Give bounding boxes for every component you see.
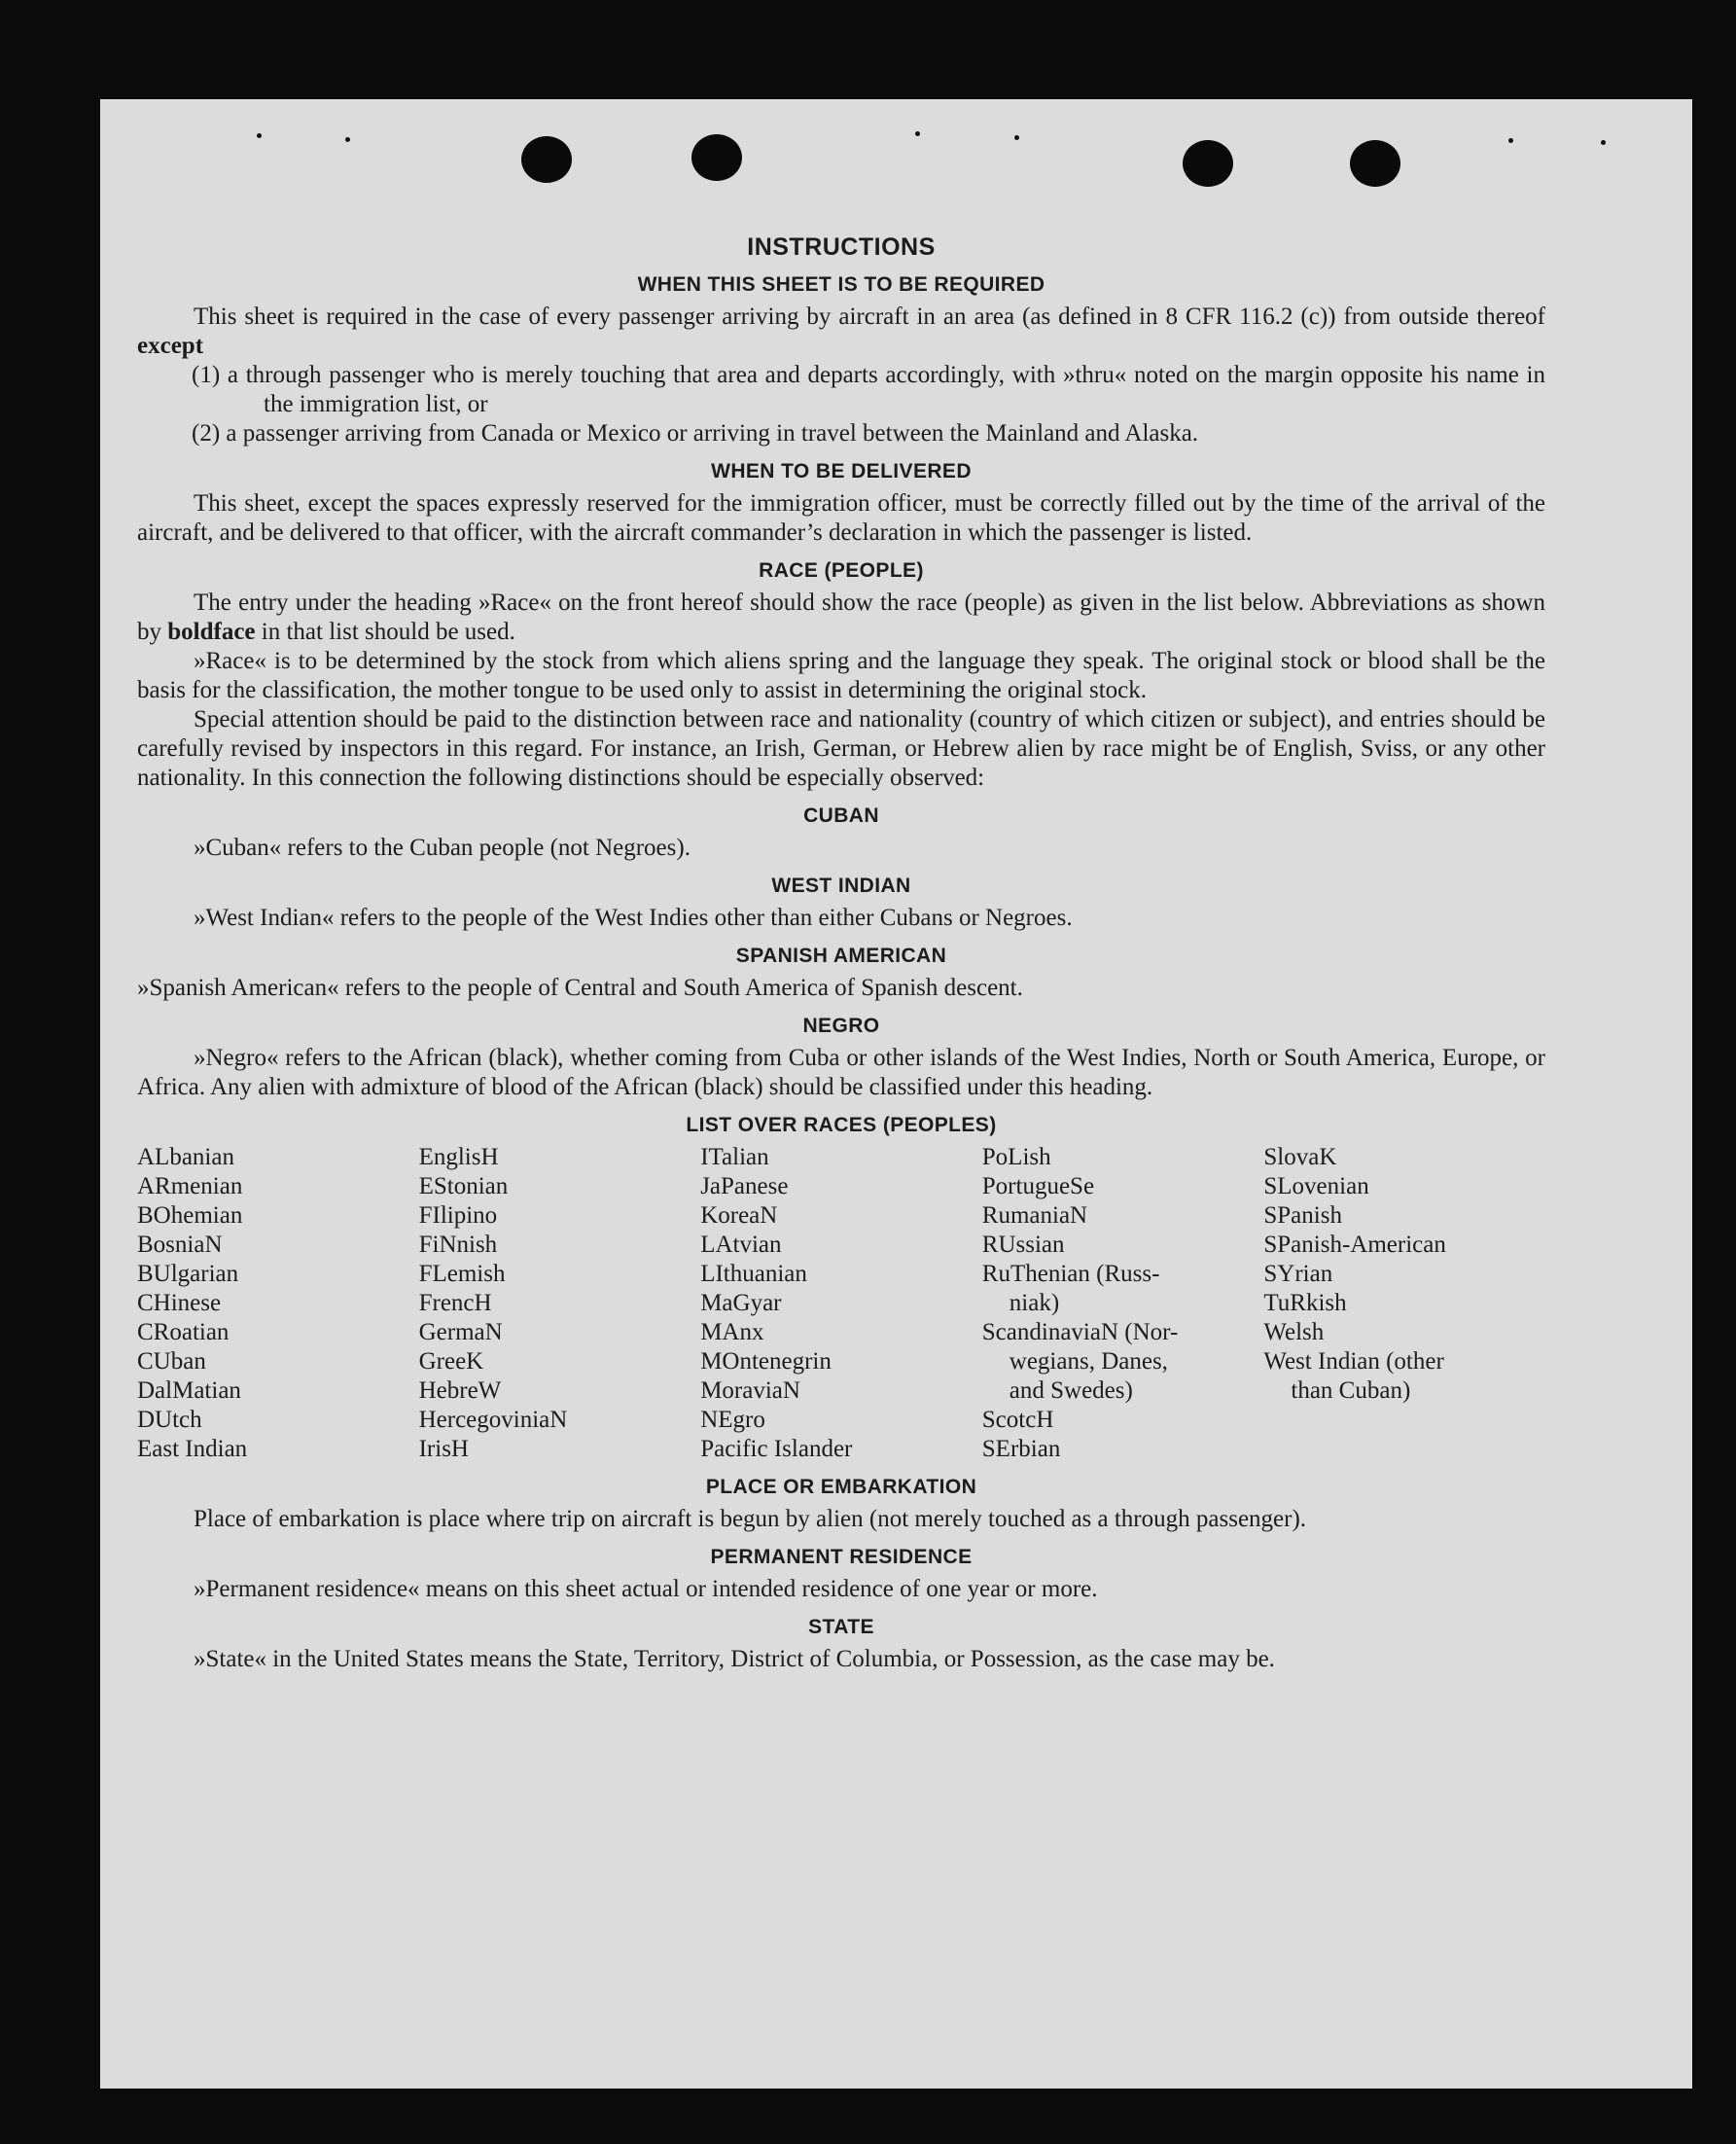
heading-race-list: LIST OVER RACES (PEOPLES) [686,1114,997,1136]
race-list-item: niak) [1009,1290,1060,1316]
document-sheet [100,99,1692,2089]
speck-mark [1014,135,1019,140]
punch-hole-icon [1183,140,1233,187]
race-list-item: IrisH [418,1436,469,1462]
race-list-item: PoLish [981,1144,1051,1170]
race-list-item: KoreaN [700,1202,778,1229]
paragraph-race-1 [137,589,1545,647]
race-list-item: HebreW [418,1377,502,1404]
heading-delivered: WHEN TO BE DELIVERED [711,460,972,482]
race-list-item: East Indian [137,1436,248,1462]
race-column [1263,1143,1545,1464]
paragraph-state: »State« in the United States means the State, Territory, District of Columbia, or Possession, as the case may be. [194,1646,1275,1672]
required-item-1: (1) a through passenger who is merely touching that area and departs accordingly, with »thru« noted on the margin opposite his name in the immigration list, or [192,362,1545,417]
race-list-item: GreeK [418,1348,484,1375]
race-list-item: SErbian [981,1436,1061,1462]
race-column [982,1143,1264,1464]
race-list-item: FIlipino [418,1202,498,1229]
race-list-item: ALbanian [137,1144,234,1170]
heading-state: STATE [808,1616,874,1638]
race-list-item: Welsh [1263,1319,1325,1345]
race-list-item: RUssian [981,1232,1065,1258]
race-p1-bold: boldface [167,619,256,645]
race-list-item: MAnx [700,1319,764,1345]
race-column [700,1143,982,1464]
speck-mark [345,137,350,142]
race-list-item: BosniaN [137,1232,223,1258]
race-list-item: TuRkish [1263,1290,1347,1316]
race-list-item: ScotcH [981,1407,1054,1433]
race-list-item: SPanish [1263,1202,1342,1229]
race-list-item: DUtch [137,1407,202,1433]
race-list-item: BUlgarian [137,1261,239,1287]
race-list-item: ScandinaviaN (Nor- [981,1319,1179,1345]
speck-mark [1508,138,1513,143]
race-list-item: and Swedes) [1009,1377,1133,1404]
speck-mark [257,133,262,138]
race-list-item: PortugueSe [981,1173,1095,1199]
paragraph-race-2: »Race« is to be determined by the stock from which aliens spring and the language they speak. The original stock or blood shall be the basis for the classification, the mother tongue to be used only to assist in determining the original stock. [137,648,1545,703]
race-list-item: than Cuban) [1291,1377,1411,1404]
heading-spanish-american: SPANISH AMERICAN [735,945,947,967]
paragraph-embarkation: Place of embarkation is place where trip on aircraft is begun by alien (not merely touched as a through passenger). [194,1506,1307,1532]
race-list-item: EStonian [418,1173,509,1199]
punch-hole-icon [691,134,742,181]
required-intro-bold: except [137,333,204,359]
heading-embarkation: PLACE OR EMBARKATION [705,1476,977,1498]
race-list-item: RuThenian (Russ- [981,1261,1160,1287]
race-list-item: ARmenian [137,1173,243,1199]
heading-required: WHEN THIS SHEET IS TO BE REQUIRED [637,273,1045,296]
race-list-item: MoraviaN [700,1377,800,1404]
race-list-item: MaGyar [700,1290,782,1316]
punch-hole-icon [1350,140,1400,187]
race-list-item: CRoatian [137,1319,230,1345]
race-list-item: NEgro [700,1407,765,1433]
paragraph-required [137,303,1545,361]
race-list-item: Pacific Islander [700,1436,853,1462]
race-list-item: West Indian (other [1263,1348,1444,1375]
race-p1b: in that list should be used. [261,619,515,645]
race-list-item: GermaN [418,1319,503,1345]
race-list-item: MOntenegrin [700,1348,832,1375]
race-list-item: SYrian [1263,1261,1333,1287]
race-list-item: ITalian [700,1144,769,1170]
race-list-item: FrencH [418,1290,492,1316]
speck-mark [1601,140,1606,145]
paragraph-west-indian: »West Indian« refers to the people of the West Indies other than either Cubans or Negroes. [194,905,1073,931]
race-list-item: SlovaK [1263,1144,1337,1170]
race-list-item: HercegoviniaN [418,1407,568,1433]
race-p1a: The entry under the heading »Race« on the front hereof should show the race (people) as given in the list below. Abbreviations as shown by [137,590,1545,645]
race-list-item: CUban [137,1348,206,1375]
race-column [419,1143,701,1464]
race-list-item: FiNnish [418,1232,498,1258]
race-list-item: EnglisH [418,1144,499,1170]
race-list-item: JaPanese [700,1173,789,1199]
paragraph-cuban: »Cuban« refers to the Cuban people (not Negroes). [194,835,691,861]
race-list-item: CHinese [137,1290,222,1316]
required-item-2: (2) a passenger arriving from Canada or Mexico or arriving in travel between the Mainland and Alaska. [192,420,1199,447]
race-list [137,1143,1545,1464]
heading-race: RACE (PEOPLE) [759,559,924,582]
paragraph-spanish-american: »Spanish American« refers to the people of Central and South America of Spanish descent. [137,975,1023,1001]
heading-west-indian: WEST INDIAN [771,875,911,897]
heading-negro: NEGRO [802,1015,880,1037]
race-list-item: SLovenian [1263,1173,1369,1199]
speck-mark [915,131,920,136]
instructions-content [137,233,1545,1674]
race-list-item: wegians, Danes, [1009,1348,1168,1375]
heading-cuban: CUBAN [803,804,879,827]
race-list-item: BOhemian [137,1202,243,1229]
race-column [137,1143,419,1464]
paragraph-delivered: This sheet, except the spaces expressly reserved for the immigration officer, must be correctly filled out by the time of the arrival of the aircraft, and be delivered to that officer, with the aircraft commander’s declaration in which the passenger is listed. [137,490,1545,546]
race-list-item: FLemish [418,1261,506,1287]
paragraph-residence: »Permanent residence« means on this sheet actual or intended residence of one year or more. [194,1576,1098,1602]
paragraph-negro: »Negro« refers to the African (black), whether coming from Cuba or other islands of the West Indies, North or South America, Europe, or Africa. Any alien with admixture of blood of the African (black) should be classified under this heading. [137,1045,1545,1100]
race-list-item: SPanish-American [1263,1232,1446,1258]
race-list-item: LAtvian [700,1232,782,1258]
paragraph-race-3: Special attention should be paid to the distinction between race and nationality (country of which citizen or subject), and entries should be carefully revised by inspectors in this regard. For instance, an Irish, German, or Hebrew alien by race might be of English, Sviss, or any other nationality. In this connection the following distinctions should be especially observed: [137,706,1545,791]
page-title: INSTRUCTIONS [747,233,936,261]
race-list-item: LIthuanian [700,1261,807,1287]
heading-residence: PERMANENT RESIDENCE [710,1546,973,1568]
required-intro: This sheet is required in the case of every passenger arriving by aircraft in an area (as defined in 8 CFR 116.2 (c)) from outside thereof [194,304,1545,330]
punch-hole-icon [521,136,572,183]
race-list-item: RumaniaN [981,1202,1088,1229]
race-list-item: DalMatian [137,1377,241,1404]
